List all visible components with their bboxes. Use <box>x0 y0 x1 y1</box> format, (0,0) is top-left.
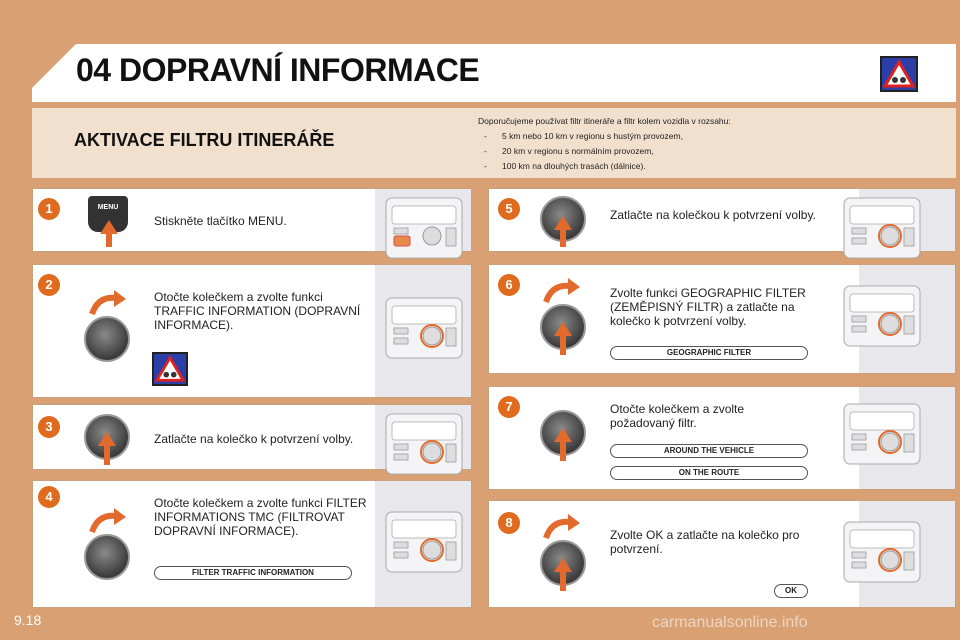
step-number: 6 <box>498 274 520 296</box>
intro-text <box>478 114 731 174</box>
section-title: AKTIVACE FILTRU ITINERÁŘE <box>74 130 335 150</box>
menu-option-pill: GEOGRAPHIC FILTER <box>610 346 808 360</box>
control-knob <box>84 534 130 580</box>
push-arrow-icon <box>554 558 572 572</box>
radio-panel-illustration <box>384 506 464 581</box>
page-number: 9.18 <box>14 612 42 628</box>
push-arrow-icon <box>98 432 116 446</box>
radio-panel-illustration <box>842 398 922 473</box>
radio-panel-illustration <box>384 292 464 367</box>
menu-option-pill: OK <box>774 584 808 598</box>
step-number: 2 <box>38 274 60 296</box>
push-arrow-stem <box>560 229 566 247</box>
step-number: 4 <box>38 486 60 508</box>
step-number: 3 <box>38 416 60 438</box>
radio-panel-illustration <box>384 408 464 483</box>
step-text: Zvolte funkci GEOGRAPHIC FILTER (ZEMĚPISNÝ FILTR) a zatlačte na kolečko k potvrzení volby. <box>610 286 806 328</box>
menu-option-pill: AROUND THE VEHICLE <box>610 444 808 458</box>
page-title: 04 DOPRAVNÍ INFORMACE <box>76 52 480 88</box>
step-number: 1 <box>38 198 60 220</box>
radio-panel-illustration <box>842 516 922 591</box>
traffic-sign-icon <box>880 56 918 92</box>
push-arrow-stem <box>104 445 110 465</box>
push-arrow-icon <box>554 216 572 230</box>
menu-option-pill: FILTER TRAFFIC INFORMATION <box>154 566 352 580</box>
push-arrow-stem <box>106 233 112 247</box>
step-text: Otočte kolečkem a zvolte funkci TRAFFIC INFORMATION (DOPRAVNÍ INFORMACE). <box>154 290 361 332</box>
rotate-arrow-icon <box>542 514 582 540</box>
traffic-sign-icon <box>152 352 188 386</box>
intro-item: - 20 km v regionu s normálním provozem, <box>478 144 731 159</box>
step-text: Otočte kolečkem a zvolte funkci FILTER INFORMATIONS TMC (FILTROVAT DOPRAVNÍ INFORMACE). <box>154 496 367 538</box>
step-text: Zatlačte na kolečko k potvrzení volby. <box>154 432 354 446</box>
step-number: 7 <box>498 396 520 418</box>
menu-option-pill: ON THE ROUTE <box>610 466 808 480</box>
radio-panel-illustration <box>842 280 922 355</box>
rotate-arrow-icon <box>542 278 582 304</box>
watermark: carmanualsonline.info <box>652 614 808 631</box>
step-text: Zvolte OK a zatlačte na kolečko pro potvrzení. <box>610 528 800 556</box>
control-knob <box>84 316 130 362</box>
step-text: Zatlačte na kolečkou k potvrzení volby. <box>610 208 816 222</box>
push-arrow-icon <box>554 428 572 442</box>
rotate-arrow-icon <box>88 290 128 316</box>
intro-item: - 5 km nebo 10 km v regionu s hustým provozem, <box>478 129 731 144</box>
push-arrow-icon <box>554 322 572 336</box>
step-number: 8 <box>498 512 520 534</box>
push-arrow-stem <box>560 441 566 461</box>
intro-lead: Doporučujeme používat filtr itineráře a filtr kolem vozidla v rozsahu: <box>478 116 731 126</box>
radio-panel-illustration <box>842 192 922 267</box>
rotate-arrow-icon <box>88 508 128 534</box>
push-arrow-stem <box>560 571 566 591</box>
radio-panel-illustration <box>384 192 464 267</box>
push-arrow-icon <box>100 220 118 234</box>
step-number: 5 <box>498 198 520 220</box>
step-text: Stiskněte tlačítko MENU. <box>154 214 287 228</box>
step-text: Otočte kolečkem a zvolte požadovaný filtr. <box>610 402 745 430</box>
intro-item: - 100 km na dlouhých trasách (dálnice). <box>478 159 731 174</box>
push-arrow-stem <box>560 335 566 355</box>
menu-key: MENU <box>88 196 128 232</box>
